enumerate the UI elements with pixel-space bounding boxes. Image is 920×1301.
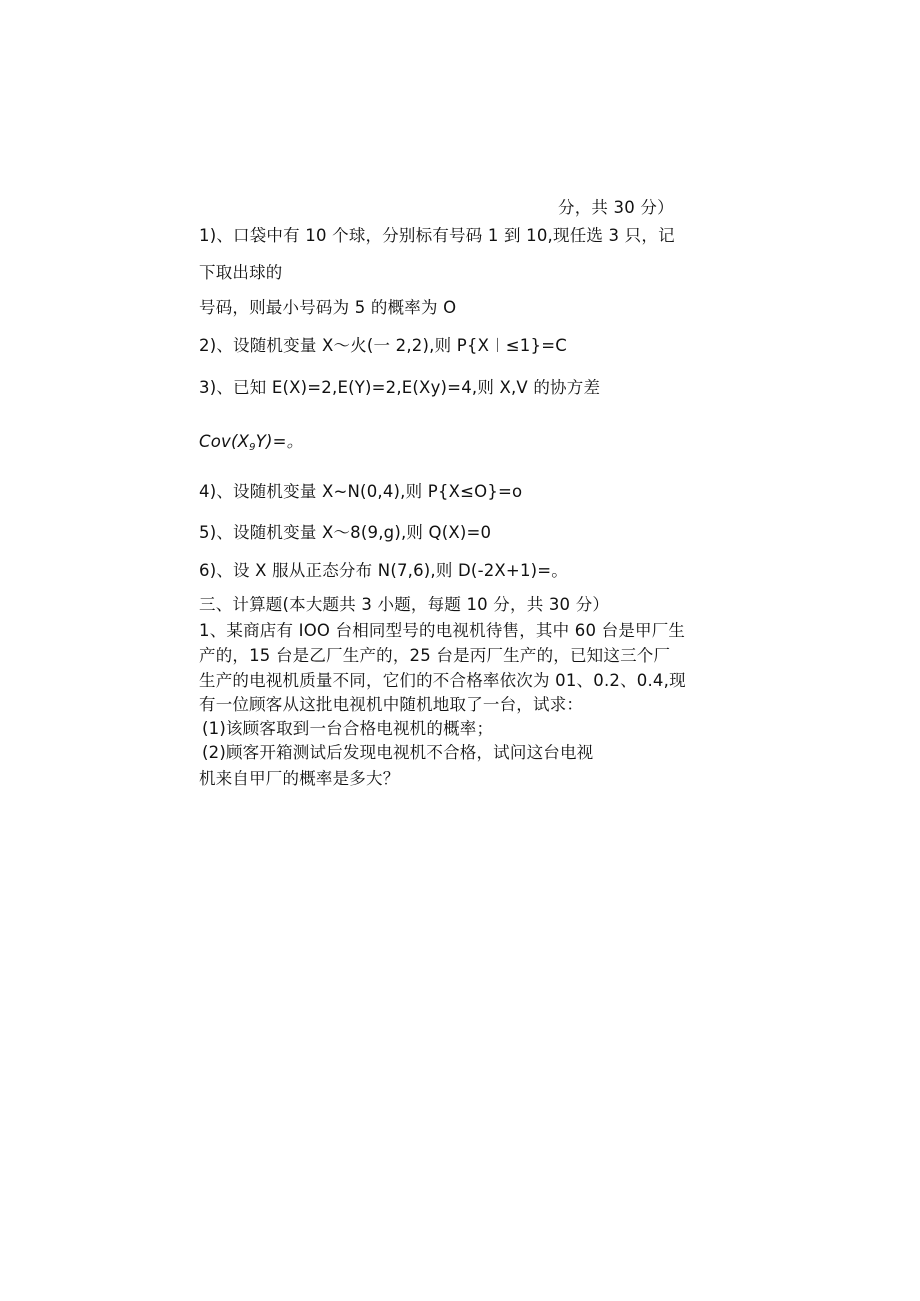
problem-1-subquestion-2: (2)顾客开箱测试后发现电视机不合格，试问这台电视 xyxy=(202,743,594,762)
problem-1-subquestion-2-continued: 机来自甲厂的概率是多大？ xyxy=(199,769,400,788)
question-6: 6)、设 X 服从正态分布 N(7,6),则 D(-2X+1)=。 xyxy=(199,561,569,580)
question-5: 5)、设随机变量 X～8(9,g),则 Q(X)=0 xyxy=(199,523,492,542)
section-3-heading: 三、计算题(本大题共 3 小题，每题 10 分，共 30 分） xyxy=(199,595,610,614)
section-header-fragment: 分，共 30 分） xyxy=(558,198,674,217)
question-4: 4)、设随机变量 X~N(0,4),则 P{X≤O}=o xyxy=(199,482,523,501)
question-1-line-3: 号码，则最小号码为 5 的概率为 O xyxy=(199,298,457,317)
problem-1-line-1: 1、某商店有 IOO 台相同型号的电视机待售，其中 60 台是甲厂生 xyxy=(199,621,686,640)
covariance-suffix: Y)=。 xyxy=(255,432,304,451)
problem-1-line-2: 产的，15 台是乙厂生产的，25 台是丙厂生产的，已知这三个厂 xyxy=(199,646,671,665)
question-1-line-2: 下取出球的 xyxy=(199,263,283,282)
problem-1-line-4: 有一位顾客从这批电视机中随机地取了一台，试求： xyxy=(199,695,584,714)
question-1-line-1: 1)、口袋中有 10 个球，分别标有号码 1 到 10,现任选 3 只，记 xyxy=(199,226,675,245)
problem-1-subquestion-1: (1)该顾客取到一台合格电视机的概率； xyxy=(202,719,494,738)
question-2: 2)、设随机变量 X～火(一 2,2),则 P{X︱≤1}=C xyxy=(199,336,567,355)
question-3-covariance xyxy=(199,431,303,459)
covariance-prefix: Cov(X xyxy=(199,432,250,451)
covariance-subscript: 9 xyxy=(249,442,256,453)
problem-1-line-3: 生产的电视机质量不同，它们的不合格率依次为 01、0.2、0.4,现 xyxy=(199,671,686,690)
question-3-line-1: 3)、已知 E(X)=2,E(Y)=2,E(Xy)=4,则 X,V 的协方差 xyxy=(199,378,601,397)
